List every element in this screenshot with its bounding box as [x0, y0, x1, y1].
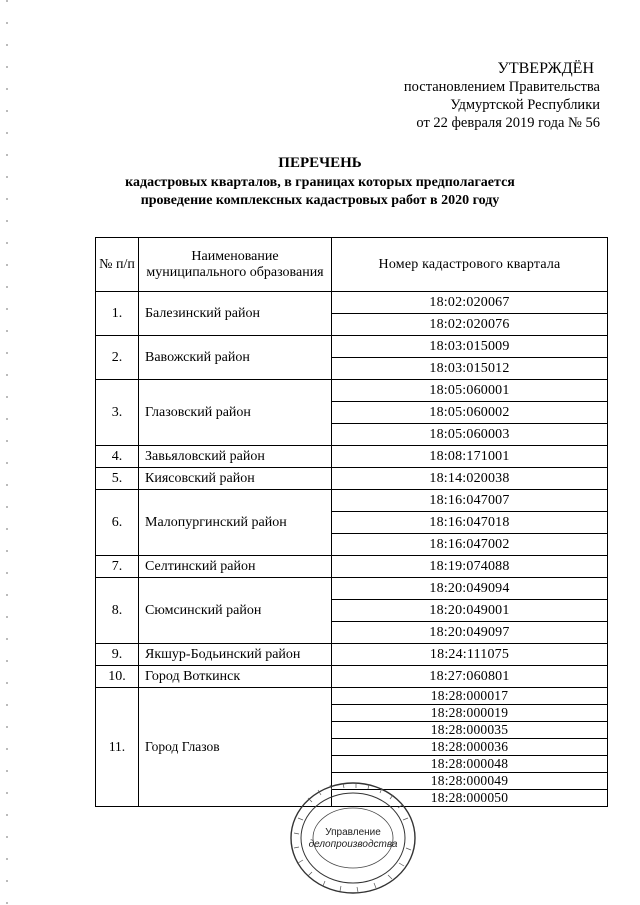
row-number: 9. — [96, 644, 139, 666]
seal-graphic — [288, 778, 418, 896]
cadastral-number: 18:28:000017 — [332, 688, 608, 705]
document-subtitle-line-1: кадастровых кварталов, в границах которых предполагается — [125, 175, 515, 190]
table-row — [96, 644, 608, 666]
cadastral-number: 18:20:049094 — [332, 578, 608, 600]
table-header-row — [96, 238, 608, 292]
table-row — [96, 578, 608, 600]
approval-stamp-block — [340, 60, 600, 132]
municipality-name: Малопургинский район — [139, 490, 332, 556]
left-margin-perforation — [6, 0, 8, 905]
cadastral-number: 18:16:047002 — [332, 534, 608, 556]
table-row — [96, 336, 608, 358]
cadastral-number: 18:28:000049 — [332, 773, 608, 790]
cadastral-number: 18:24:111075 — [332, 644, 608, 666]
municipality-name: Завьяловский район — [139, 446, 332, 468]
municipality-name: Селтинский район — [139, 556, 332, 578]
table-row — [96, 446, 608, 468]
municipality-name: Город Глазов — [139, 688, 332, 807]
municipality-name: Сюмсинский район — [139, 578, 332, 644]
table-row — [96, 666, 608, 688]
cadastral-number: 18:28:000036 — [332, 739, 608, 756]
cadastral-number: 18:05:060002 — [332, 402, 608, 424]
seal-center-line-1: Управление — [325, 827, 381, 838]
cadastral-number: 18:19:074088 — [332, 556, 608, 578]
cadastral-number: 18:28:000035 — [332, 722, 608, 739]
approval-line-3: от 22 февраля 2019 года № 56 — [416, 115, 600, 131]
cadastral-quarters-table — [95, 237, 608, 807]
table-row — [96, 292, 608, 314]
document-title: ПЕРЕЧЕНЬ — [278, 155, 362, 171]
cadastral-number: 18:28:000050 — [332, 790, 608, 807]
cadastral-number: 18:16:047007 — [332, 490, 608, 512]
approval-line-2: Удмуртской Республики — [450, 97, 600, 113]
row-number: 10. — [96, 666, 139, 688]
cadastral-number: 18:05:060001 — [332, 380, 608, 402]
row-number: 1. — [96, 292, 139, 336]
cadastral-number: 18:16:047018 — [332, 512, 608, 534]
municipality-name: Балезинский район — [139, 292, 332, 336]
row-number: 8. — [96, 578, 139, 644]
row-number: 5. — [96, 468, 139, 490]
row-number: 3. — [96, 380, 139, 446]
approval-line-1: постановлением Правительства — [403, 79, 600, 95]
row-number: 6. — [96, 490, 139, 556]
approval-heading: УТВЕРЖДЁН — [497, 60, 594, 77]
cadastral-number: 18:28:000019 — [332, 705, 608, 722]
table-row — [96, 380, 608, 402]
cadastral-number: 18:02:020067 — [332, 292, 608, 314]
row-number: 4. — [96, 446, 139, 468]
municipality-name: Киясовский район — [139, 468, 332, 490]
cadastral-number: 18:28:000048 — [332, 756, 608, 773]
document-subtitle-line-2: проведение комплексных кадастровых работ в 2020 году — [140, 193, 500, 208]
header-municipality: Наименование муниципального образования — [139, 238, 332, 292]
cadastral-number: 18:05:060003 — [332, 424, 608, 446]
cadastral-number: 18:02:020076 — [332, 314, 608, 336]
municipality-name: Город Воткинск — [139, 666, 332, 688]
row-number: 2. — [96, 336, 139, 380]
cadastral-number: 18:03:015012 — [332, 358, 608, 380]
table-row — [96, 490, 608, 512]
header-number: № п/п — [96, 238, 139, 292]
table-row — [96, 468, 608, 490]
municipality-name: Глазовский район — [139, 380, 332, 446]
cadastral-number: 18:20:049001 — [332, 600, 608, 622]
municipality-name: Вавожский район — [139, 336, 332, 380]
cadastral-number: 18:08:171001 — [332, 446, 608, 468]
seal-center-line-2: делопроизводства — [308, 839, 398, 850]
row-number: 7. — [96, 556, 139, 578]
table-body — [96, 292, 608, 807]
table-row — [96, 556, 608, 578]
official-seal — [288, 778, 418, 896]
cadastral-number: 18:14:020038 — [332, 468, 608, 490]
cadastral-number: 18:20:049097 — [332, 622, 608, 644]
cadastral-number: 18:03:015009 — [332, 336, 608, 358]
municipality-name: Якшур-Бодьинский район — [139, 644, 332, 666]
cadastral-number: 18:27:060801 — [332, 666, 608, 688]
header-cadastral-number: Номер кадастрового квартала — [332, 238, 608, 292]
table-row — [96, 688, 608, 705]
row-number: 11. — [96, 688, 139, 807]
